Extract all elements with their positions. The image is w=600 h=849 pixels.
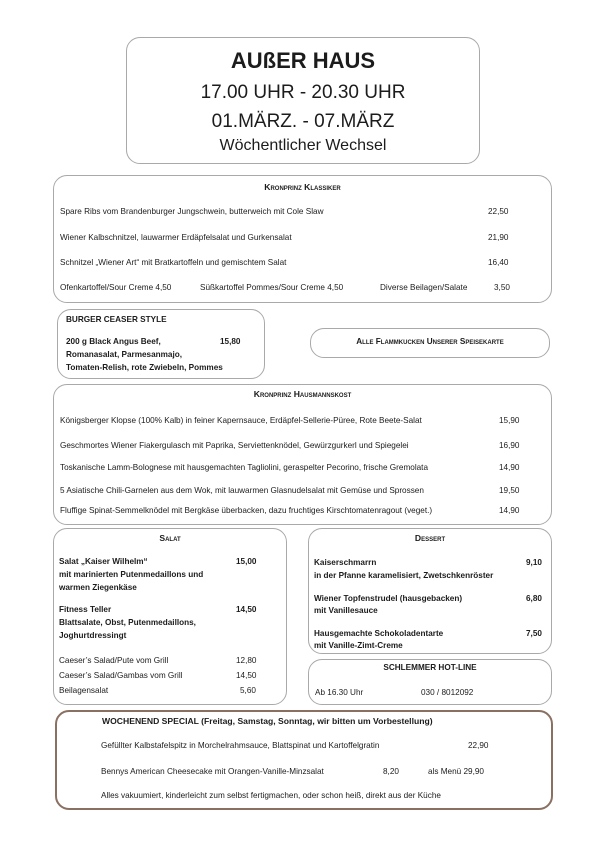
- salat-item-price: 5,60: [240, 686, 256, 695]
- dessert-line: in der Pfanne karamelisiert, Zwetschkenröster: [314, 571, 494, 580]
- salat-item-price: 12,80: [236, 656, 257, 665]
- page-subtitle: Wöchentlicher Wechsel: [219, 137, 387, 154]
- date-range: 01.MÄRZ. - 07.MÄRZ: [211, 111, 395, 132]
- hausmannskost-item-price: 19,50: [499, 486, 520, 495]
- dessert-price: 6,80: [526, 594, 542, 603]
- salat-kaiser-line: mit marinierten Putenmedaillons und: [59, 570, 204, 579]
- salat-kaiser-price: 15,00: [236, 557, 257, 566]
- hausmannskost-item-name: 5 Asiatische Chili-Garnelen aus dem Wok, mit lauwarmen Glasnudelsalat mit Gemüse und Sprossen: [60, 486, 424, 495]
- klassiker-item-name: Spare Ribs vom Brandenburger Jungschwein, butterweich mit Cole Slaw: [60, 207, 324, 216]
- salat-section: [53, 528, 287, 705]
- page-title: AUßER HAUS: [230, 48, 376, 73]
- hausmannskost-item-name: Fluffige Spinat-Semmelknödel mit Bergkäse überbacken, dazu fruchtiges Kirschtomatenragout (veget.): [60, 506, 433, 515]
- klassiker-section: [53, 175, 552, 303]
- dessert-title: Dessert: [414, 533, 446, 543]
- side-beilagen-price: 3,50: [494, 283, 510, 292]
- dessert-price: 7,50: [526, 629, 542, 638]
- burger-title: BURGER CEASER STYLE: [66, 315, 167, 324]
- klassiker-item-price: 16,40: [488, 258, 509, 267]
- header-box: [126, 37, 480, 164]
- hausmannskost-item-price: 14,90: [499, 463, 520, 472]
- dessert-section: [308, 528, 552, 654]
- hotline-phone[interactable]: 030 / 8012092: [421, 688, 474, 697]
- weekend-item-name: Bennys American Cheesecake mit Orangen-Vanille-Minzsalat: [101, 767, 324, 776]
- burger-line: Romanasalat, Parmesanmajo,: [66, 350, 183, 359]
- klassiker-item-name: Schnitzel „Wiener Art“ mit Bratkartoffeln und gemischtem Salat: [60, 258, 287, 267]
- klassiker-title: Kronprinz Klassiker: [264, 182, 341, 192]
- dessert-line: mit Vanillesauce: [314, 606, 378, 615]
- dessert-price: 9,10: [526, 558, 542, 567]
- salat-item-name: Caeser’s Salad/Gambas vom Grill: [59, 671, 183, 680]
- klassiker-item-price: 21,90: [488, 233, 509, 242]
- salat-kaiser-line: warmen Ziegenkäse: [59, 583, 137, 592]
- burger-line: Tomaten-Relish, rote Zwiebeln, Pommes: [66, 363, 223, 372]
- weekend-note: Alles vakuumiert, kinderleicht zum selbst fertigmachen, oder schon heiß, direkt aus der Küche: [101, 791, 441, 800]
- salat-item-price: 14,50: [236, 671, 257, 680]
- salat-fitness-line: Joghurtdressingt: [59, 631, 127, 640]
- hotline-time: Ab 16.30 Uhr: [315, 688, 364, 697]
- hausmannskost-item-name: Geschmortes Wiener Fiakergulasch mit Paprika, Serviettenknödel, Gewürzgurkerl und Spiegelei: [60, 441, 409, 450]
- dessert-line: Hausgemachte Schokoladentarte: [314, 629, 444, 638]
- weekend-item-name: Gefüllter Kalbstafelspitz in Morchelrahmsauce, Blattspinat und Kartoffelgratin: [101, 741, 380, 750]
- hausmannskost-item-price: 16,90: [499, 441, 520, 450]
- hausmannskost-item-price: 14,90: [499, 506, 520, 515]
- salat-fitness-line: Blattsalate, Obst, Putenmedaillons,: [59, 618, 196, 627]
- dessert-line: Wiener Topfenstrudel (hausgebacken): [314, 594, 463, 603]
- weekend-item-menu-price: als Menü 29,90: [428, 767, 484, 776]
- weekend-item-price: 22,90: [468, 741, 489, 750]
- salat-title: Salat: [159, 533, 181, 543]
- klassiker-item-price: 22,50: [488, 207, 509, 216]
- dessert-line: mit Vanille-Zimt-Creme: [314, 641, 403, 650]
- salat-fitness-price: 14,50: [236, 605, 257, 614]
- opening-hours: 17.00 UHR - 20.30 UHR: [200, 82, 406, 103]
- side-beilagen: Diverse Beilagen/Salate: [380, 283, 468, 292]
- burger-line: 200 g Black Angus Beef,: [66, 337, 161, 346]
- weekend-special-section: [55, 710, 553, 810]
- weekend-title: WOCHENEND SPECIAL (Freitag, Samstag, Sonntag, wir bitten um Vorbestellung): [102, 716, 433, 726]
- salat-item-name: Beilagensalat: [59, 686, 109, 695]
- hausmannskost-item-name: Toskanische Lamm-Bolognese mit hausgemachten Tagliolini, geraspelter Pecorino, frische Gremolata: [60, 463, 429, 472]
- hausmannskost-section: [53, 384, 552, 525]
- hausmannskost-title: Kronprinz Hausmannskost: [253, 389, 352, 399]
- burger-price: 15,80: [220, 337, 241, 346]
- side-ofenkartoffel: Ofenkartoffel/Sour Creme 4,50: [60, 283, 172, 292]
- weekend-item-price: 8,20: [383, 767, 399, 776]
- dessert-line: Kaiserschmarrn: [314, 558, 377, 567]
- hausmannskost-item-price: 15,90: [499, 416, 520, 425]
- klassiker-item-name: Wiener Kalbschnitzel, lauwarmer Erdäpfelsalat und Gurkensalat: [60, 233, 292, 242]
- salat-kaiser-line: Salat „Kaiser Wilhelm“: [59, 557, 148, 566]
- burger-section: [57, 309, 265, 379]
- side-suesskartoffel: Süßkartoffel Pommes/Sour Creme 4,50: [200, 283, 344, 292]
- hotline-section: [308, 659, 552, 705]
- salat-fitness-line: Fitness Teller: [59, 605, 112, 614]
- hausmannskost-item-name: Königsberger Klopse (100% Kalb) in feiner Kapernsauce, Erdäpfel-Sellerie-Püree, Rote Beete-Salat: [60, 416, 422, 425]
- hotline-title: SCHLEMMER HOT-LINE: [383, 663, 477, 672]
- flammkuchen-box: [310, 328, 550, 358]
- flammkuchen-title: Alle Flammkucken Unserer Speisekarte: [356, 337, 504, 346]
- salat-item-name: Caeser’s Salad/Pute vom Grill: [59, 656, 169, 665]
